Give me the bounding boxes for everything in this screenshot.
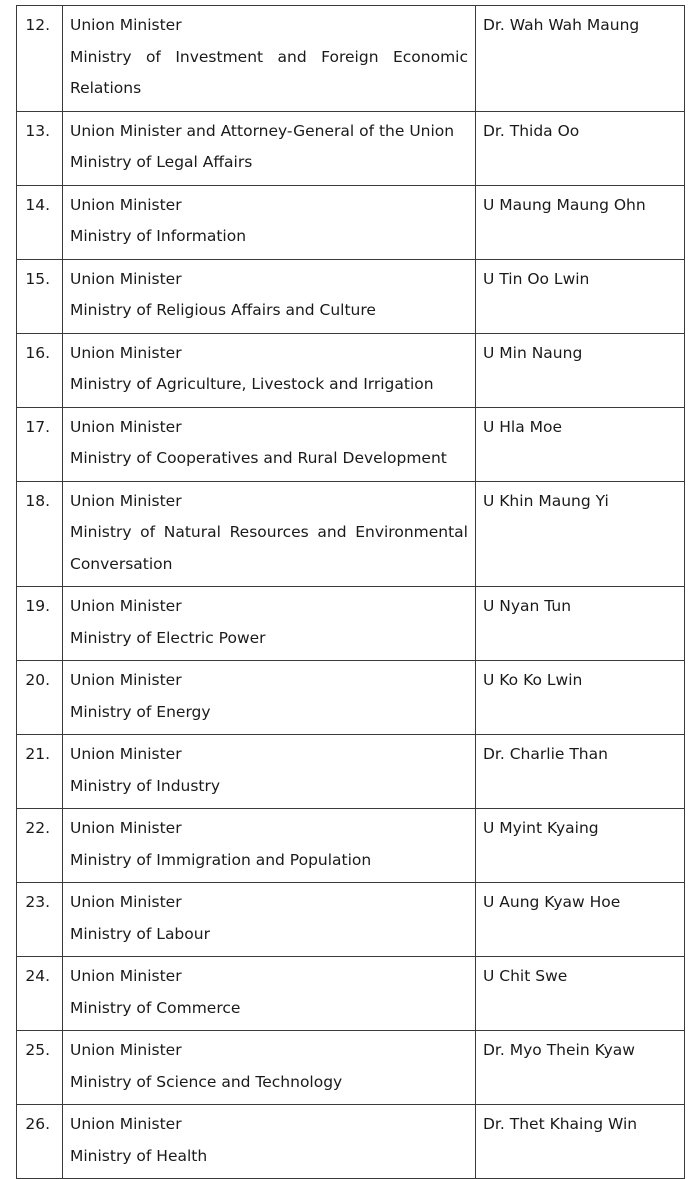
minister-name: Dr. Myo Thein Kyaw [476,1031,685,1105]
position-cell [63,259,476,333]
minister-name: U Hla Moe [476,407,685,481]
table-row [17,259,685,333]
table-row [17,883,685,957]
row-number: 25. [17,1031,63,1105]
row-number: 22. [17,809,63,883]
row-number: 26. [17,1105,63,1179]
position-cell [63,333,476,407]
row-number: 20. [17,661,63,735]
position-title: Union Minister [70,967,182,985]
position-cell [63,587,476,661]
position-cell [63,809,476,883]
table-row [17,957,685,1031]
ministry-name: Ministry of Information [70,227,247,245]
document-page [16,5,684,1179]
table-row [17,661,685,735]
table-row [17,6,685,112]
position-title: Union Minister [70,16,182,34]
position-title: Union Minister [70,597,182,615]
ministry-name: Ministry of Agriculture, Livestock and Irrigation [70,375,434,393]
position-title: Union Minister [70,491,182,510]
minister-name: Dr. Thida Oo [476,111,685,185]
ministry-name: Ministry of Commerce [70,998,241,1017]
position-cell [63,6,476,112]
minister-name: U Nyan Tun [476,587,685,661]
row-number: 24. [17,957,63,1031]
minister-name: U Myint Kyaing [476,809,685,883]
minister-name: U Chit Swe [476,957,685,1031]
position-title: Union Minister [70,195,182,214]
position-cell [63,481,476,587]
table-row [17,333,685,407]
minister-name: Dr. Wah Wah Maung [476,6,685,112]
position-cell [63,957,476,1031]
row-number: 18. [17,481,63,587]
table-row [17,1105,685,1179]
ministry-name: Ministry of Science and Technology [70,1072,343,1091]
row-number: 19. [17,587,63,661]
ministry-name: Ministry of Immigration and Population [70,850,372,869]
minister-name: U Tin Oo Lwin [476,259,685,333]
position-title: Union Minister [70,745,182,763]
row-number: 16. [17,333,63,407]
row-number: 17. [17,407,63,481]
position-title: Union Minister [70,893,182,911]
ministry-name: Ministry of Energy [70,702,211,721]
position-cell [63,1105,476,1179]
ministry-name: Ministry of Labour [70,924,210,943]
row-number: 15. [17,259,63,333]
position-title: Union Minister [70,343,182,362]
minister-name: U Maung Maung Ohn [476,185,685,259]
ministry-name: Ministry of Natural Resources and Environmental Conversation [70,523,468,573]
position-cell [63,185,476,259]
position-title: Union Minister [70,671,182,689]
minister-name: Dr. Thet Khaing Win [476,1105,685,1179]
table-row [17,587,685,661]
minister-name: Dr. Charlie Than [476,735,685,809]
ministers-table [16,5,685,1179]
table-row [17,481,685,587]
ministry-name: Ministry of Cooperatives and Rural Development [70,449,447,467]
ministry-name: Ministry of Legal Affairs [70,153,253,171]
position-title: Union Minister [70,269,182,288]
row-number: 13. [17,111,63,185]
position-title: Union Minister [70,417,182,436]
row-number: 23. [17,883,63,957]
row-number: 21. [17,735,63,809]
position-cell [63,407,476,481]
position-cell [63,661,476,735]
minister-name: U Aung Kyaw Hoe [476,883,685,957]
position-cell [63,1031,476,1105]
position-cell [63,735,476,809]
table-row [17,111,685,185]
table-row [17,185,685,259]
table-row [17,407,685,481]
position-cell [63,111,476,185]
minister-name: U Khin Maung Yi [476,481,685,587]
position-title: Union Minister [70,1041,182,1059]
ministry-name: Ministry of Electric Power [70,628,266,647]
ministry-name: Ministry of Religious Affairs and Culture [70,301,376,319]
table-row [17,809,685,883]
table-row [17,735,685,809]
row-number: 14. [17,185,63,259]
table-row [17,1031,685,1105]
ministry-name: Ministry of Investment and Foreign Economic Relations [70,47,468,97]
ministry-name: Ministry of Health [70,1146,208,1165]
minister-name: U Ko Ko Lwin [476,661,685,735]
position-cell [63,883,476,957]
position-title: Union Minister [70,1115,182,1133]
position-title: Union Minister [70,819,182,837]
ministry-name: Ministry of Industry [70,776,221,795]
position-title: Union Minister and Attorney-General of the Union [70,121,455,140]
minister-name: U Min Naung [476,333,685,407]
row-number: 12. [17,6,63,112]
